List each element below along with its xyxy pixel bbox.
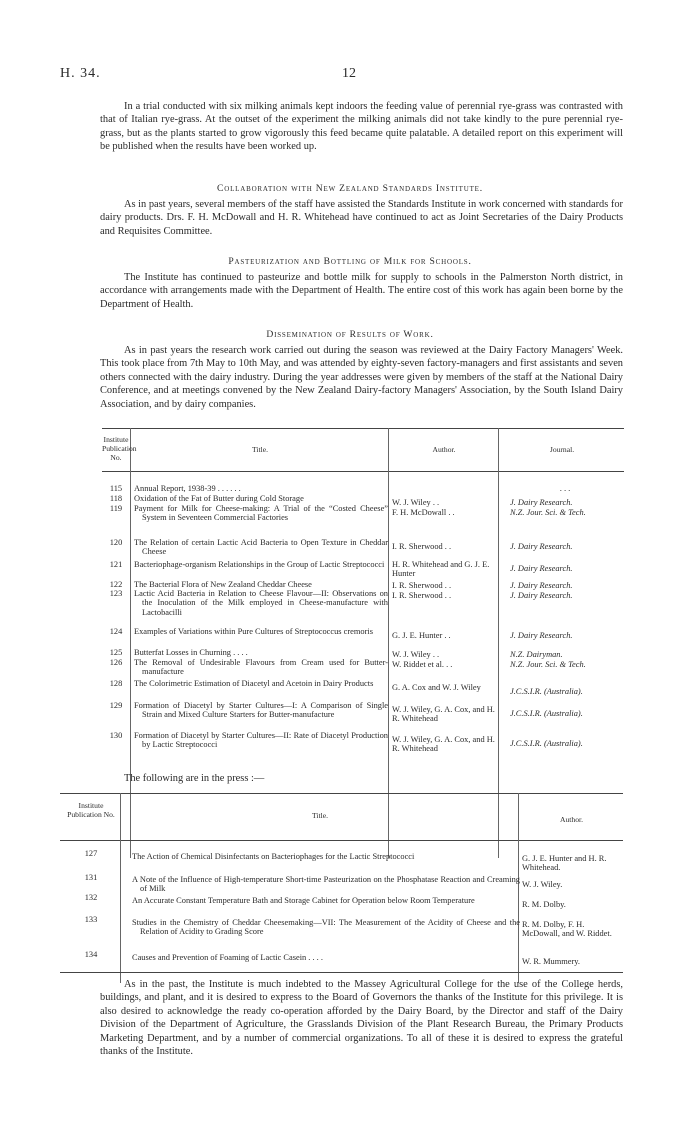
pub-number: 121 xyxy=(109,560,123,569)
pub-title: A Note of the Influence of High-temperature Short-time Pasteurization on the Phosphatase Reaction and Creaming of Milk xyxy=(132,875,520,894)
pub-number: 118 xyxy=(109,494,123,503)
pub-journal: J.C.S.I.R. (Australia). xyxy=(510,739,583,748)
pub-title: The Colorimetric Estimation of Diacetyl and Acetoin in Dairy Products xyxy=(134,679,374,688)
pub-author: W. R. Mummery. xyxy=(522,957,581,966)
pub-number: 126 xyxy=(109,658,123,667)
pub-journal: J. Dairy Research. xyxy=(510,498,573,507)
pub-number: 115 xyxy=(109,484,123,493)
pub-author: W. J. Wiley, G. A. Cox, and H. R. Whitehead xyxy=(392,735,495,754)
pub-journal: J. Dairy Research. xyxy=(510,581,573,590)
pub-number: 132 xyxy=(84,893,98,902)
press-intro: The following are in the press :— xyxy=(124,773,265,784)
pub-author: G. A. Cox and W. J. Wiley xyxy=(392,683,481,692)
section-text-standards: As in past years, several members of the staff have assisted the Standards Institute in work concerned with standards for dairy products. Drs. F. H. McDowall and H. R. Whitehead have continued to act as Joint Secretaries of the Dairy Products and Requisites Committee. xyxy=(100,199,623,237)
pub-author: R. M. Dolby. xyxy=(522,900,566,909)
pub-journal: N.Z. Jour. Sci. & Tech. xyxy=(510,508,586,517)
table-header-rule xyxy=(60,840,623,841)
pub-journal: J. Dairy Research. xyxy=(510,542,573,551)
pub-author: H. R. Whitehead and G. J. E. Hunter xyxy=(392,560,490,579)
header-title: Title. xyxy=(252,445,268,454)
table-top-rule xyxy=(102,428,624,429)
pub-journal: J.C.S.I.R. (Australia). xyxy=(510,687,583,696)
pub-title: Studies in the Chemistry of Cheddar Cheesemaking—VII: The Measurement of the Acidity of Cheese and the Relation of Acidity to Grading Score xyxy=(132,918,520,937)
pub-title: Lactic Acid Bacteria in Relation to Cheese Flavour—II: Observations on the Inoculation of the Milk employed in Cheese-manufacture with Lactobacilli xyxy=(134,589,388,617)
pub-author: I. R. Sherwood . . xyxy=(392,542,452,551)
pub-author: W. J. Wiley. xyxy=(522,880,563,889)
pub-number: 130 xyxy=(109,731,123,740)
pub-title: Formation of Diacetyl by Starter Cultures—II: Rate of Diacetyl Production by Lactic Streptococci xyxy=(134,731,388,750)
pub-title: Formation of Diacetyl by Starter Cultures—I: A Comparison of Single Strain and Mixed Culture Starters for Butter-manufacture xyxy=(134,701,388,720)
pub-author: I. R. Sherwood . . xyxy=(392,591,452,600)
pub-author: W. J. Wiley, G. A. Cox, and H. R. Whitehead xyxy=(392,705,495,724)
pub-journal: J.C.S.I.R. (Australia). xyxy=(510,709,583,718)
table-bottom-rule xyxy=(60,972,623,973)
pub-author: W. J. Wiley . . xyxy=(392,498,440,507)
pub-number: 124 xyxy=(109,627,123,636)
header-journal: Journal. xyxy=(549,445,575,454)
section-heading-standards: Collaboration with New Zealand Standards Institute. xyxy=(217,183,483,194)
pub-title: An Accurate Constant Temperature Bath and Storage Cabinet for Operation below Room Temperature xyxy=(132,896,475,905)
pub-number: 129 xyxy=(109,701,123,710)
pub-number: 134 xyxy=(84,950,98,959)
section-heading-pasteurization: Pasteurization and Bottling of Milk for Schools. xyxy=(228,256,472,267)
pub-number: 131 xyxy=(84,873,98,882)
column-divider xyxy=(120,793,121,983)
pub-title: Butterfat Losses in Churning . . . . xyxy=(134,648,248,657)
section-text-pasteurization: The Institute has continued to pasteurize and bottle milk for supply to schools in the Palmerston North district, in accordance with arrangements made with the Department of Health. The entire cost of this work has again been borne by the Department of Health. xyxy=(100,272,623,310)
header-publication-no: Institute Publication No. xyxy=(102,435,137,462)
pub-number: 123 xyxy=(109,589,123,598)
pub-author: W. J. Wiley . . xyxy=(392,650,440,659)
pub-journal: . . . xyxy=(560,484,571,493)
pub-author: I. R. Sherwood . . xyxy=(392,581,452,590)
pub-author: R. M. Dolby, F. H. McDowall, and W. Riddet. xyxy=(522,920,612,939)
pub-title: The Removal of Undesirable Flavours from Cream used for Butter-manufacture xyxy=(134,658,388,677)
section-text-dissemination: As in past years the research work carried out during the season was reviewed at the Dairy Factory Managers' Week. This took place from 7th May to 10th May, and was attended by eighty-seven factory-managers and first assistants and seven others connected with the dairy industry. During the year addresses were given by members of the staff at the National Dairy Conference, and at meetings convened by the New Zealand Dairy-factory Managers' Association, by the South Island Dairy Association, and by dairy companies. xyxy=(100,345,623,410)
pub-journal: N.Z. Jour. Sci. & Tech. xyxy=(510,660,586,669)
pub-author: F. H. McDowall . . xyxy=(392,508,455,517)
pub-title: Oxidation of the Fat of Butter during Cold Storage xyxy=(134,494,304,503)
pub-title: Examples of Variations within Pure Cultures of Streptococcus cremoris xyxy=(134,627,373,636)
page-number: 12 xyxy=(342,66,356,81)
pub-title: The Action of Chemical Disinfectants on Bacteriophages for the Lactic Streptococci xyxy=(132,852,415,861)
header-author: Author. xyxy=(432,445,456,454)
pub-number: 122 xyxy=(109,580,123,589)
pub-number: 120 xyxy=(109,538,123,547)
pub-author: G. J. E. Hunter and H. R. Whitehead. xyxy=(522,854,607,873)
header-author: Author. xyxy=(560,815,583,824)
table-header-rule xyxy=(102,471,624,472)
pub-journal: J. Dairy Research. xyxy=(510,564,573,573)
pub-title: The Bacterial Flora of New Zealand Cheddar Cheese xyxy=(134,580,312,589)
pub-journal: N.Z. Dairyman. xyxy=(510,650,563,659)
pub-title: The Relation of certain Lactic Acid Bacteria to Open Texture in Cheddar Cheese xyxy=(134,538,388,557)
pub-number: 119 xyxy=(109,504,123,513)
header-title: Title. xyxy=(312,811,328,820)
header-publication-no: Institute Publication No. xyxy=(67,801,115,819)
pub-number: 128 xyxy=(109,679,123,688)
pub-author: G. J. E. Hunter . . xyxy=(392,631,451,640)
table-top-rule xyxy=(60,793,623,794)
report-reference: H. 34. xyxy=(60,66,101,81)
pub-title: Bacteriophage-organism Relationships in the Group of Lactic Streptococci xyxy=(134,560,385,569)
pub-author: W. Riddet et al. . . xyxy=(392,660,453,669)
pub-number: 125 xyxy=(109,648,123,657)
pub-journal: J. Dairy Research. xyxy=(510,591,573,600)
pub-title: Payment for Milk for Cheese-making: A Trial of the “Costed Cheese” System in Seventeen Commercial Factories xyxy=(134,504,388,523)
pub-title: Annual Report, 1938-39 . . . . . . xyxy=(134,484,241,493)
pub-number: 127 xyxy=(84,849,98,858)
pub-journal: J. Dairy Research. xyxy=(510,631,573,640)
pub-title: Causes and Prevention of Foaming of Lactic Casein . . . . xyxy=(132,953,323,962)
section-heading-dissemination: Dissemination of Results of Work. xyxy=(266,329,434,340)
pub-number: 133 xyxy=(84,915,98,924)
closing-paragraph: As in the past, the Institute is much indebted to the Massey Agricultural College for the use of the College herds, buildings, and plant, and it is desired to express to the Board of Governors the thanks of the Institute for this privilege. It is also desired to acknowledge the ready co-operation afforded by the Dairy Board, by the Director and staff of the Dairy Division of the Department of Agriculture, the Grasslands Division of the Plant Research Bureau, the Primary Products Marketing Department, and by a number of commercial organizations. To all of these it is desired to express the grateful thanks of the Institute. xyxy=(100,979,623,1058)
intro-paragraph: In a trial conducted with six milking animals kept indoors the feeding value of perennial rye-grass was contrasted with that of Italian rye-grass. At the outset of the experiment the milking animals did not take kindly to the pure perennial rye-grass, but as the plants started to grow vigorously this feed became quite palatable. A detailed report on this experiment will be published when the results have been worked up. xyxy=(100,101,623,153)
